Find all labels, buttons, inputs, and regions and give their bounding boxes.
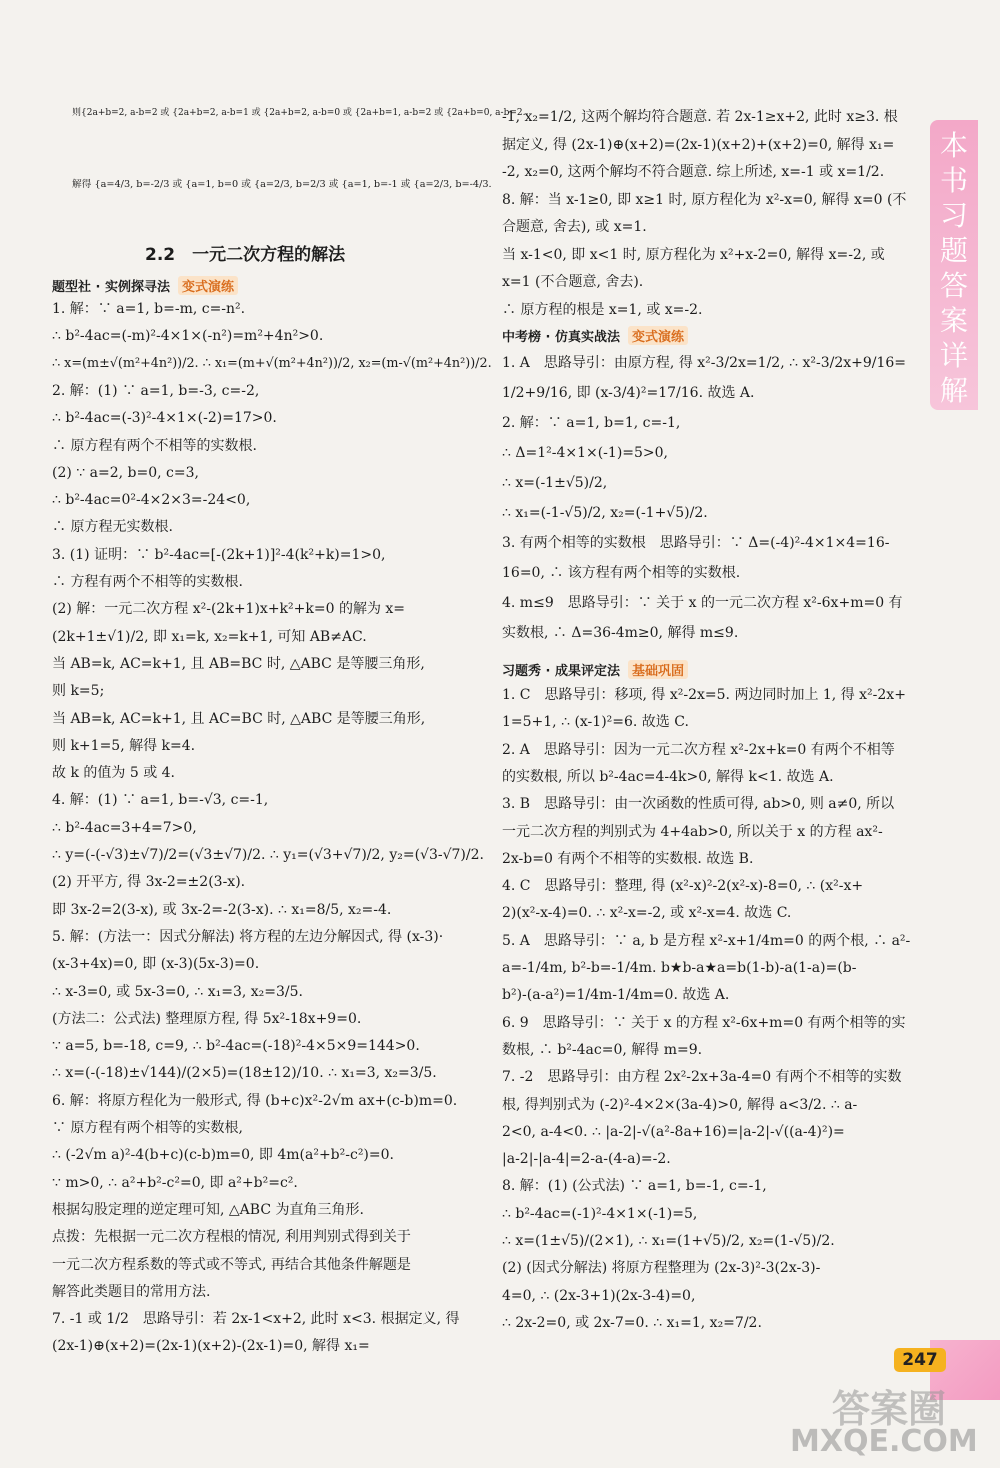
answer-line: 数根, ∴ b²-4ac=0, 解得 m=9.	[502, 1041, 703, 1058]
answer-line: 解答此类题目的常用方法.	[52, 1283, 211, 1300]
answer-line: 合题意, 舍去), 或 x=1.	[502, 219, 647, 235]
answer-line: (x-3+4x)=0, 即 (x-3)(5x-3)=0.	[52, 956, 260, 973]
sub-heading	[52, 276, 238, 295]
answer-line: 2. 解：(1) ∵ a=1, b=-3, c=-2,	[52, 382, 260, 399]
answer-line: 7. -1 或 1/2 思路导引：若 2x-1<x+2, 此时 x<3. 根据定义, 得	[52, 1311, 460, 1328]
answer-line: ∴ Δ=1²-4×1×(-1)=5>0,	[502, 445, 669, 461]
answer-line: -2, x₂=0, 这两个解均不符合题意. 综上所述, x=-1 或 x=1/2.	[502, 164, 885, 180]
answer-line: 3. (1) 证明：∵ b²-4ac=[-(2k+1)]²-4(k²+k)=1>0,	[52, 546, 386, 563]
answer-line: 2<0, a-4<0. ∴ |a-2|-√(a²-8a+16)=|a-2|-√((a-4)²)=	[502, 1123, 845, 1140]
answer-line: 当 AB=k, AC=k+1, 且 AB=BC 时, △ABC 是等腰三角形,	[52, 655, 425, 672]
watermark-logo: 答案圈	[832, 1387, 947, 1431]
answer-line: 2. 解：∵ a=1, b=1, c=-1,	[502, 415, 681, 431]
answer-line: ∴ 方程有两个不相等的实数根.	[52, 574, 243, 590]
answer-line: 则 k=5;	[52, 683, 105, 700]
answer-line: 3. B 思路导引：由一次函数的性质可得, ab>0, 则 a≠0, 所以	[502, 796, 895, 813]
answer-line: 1=5+1, ∴ (x-1)²=6. 故选 C.	[502, 714, 689, 731]
answer-line: ∴ b²-4ac=0²-4×2×3=-24<0,	[52, 492, 251, 509]
answer-line: 4=0, ∴ (2x-3+1)(2x-3-4)=0,	[502, 1287, 696, 1304]
answer-line: ∴ 2x-2=0, 或 2x-7=0. ∴ x₁=1, x₂=7/2.	[502, 1314, 762, 1331]
answer-line: 一元二次方程的判别式为 4+4ab>0, 所以关于 x 的方程 ax²-	[502, 823, 883, 840]
answer-line: x=1 (不合题意, 舍去).	[502, 274, 644, 290]
answer-line: 一元二次方程系数的等式或不等式, 再结合其他条件解题是	[52, 1256, 411, 1273]
answer-line: 16=0, ∴ 该方程有两个相等的实数根.	[502, 565, 741, 581]
answer-line: 5. 解：(方法一：因式分解法) 将方程的左边分解因式, 得 (x-3)·	[52, 928, 444, 945]
answer-line: b²)-(a-a²)=1/4m-1/4m=0. 故选 A.	[502, 987, 730, 1004]
answer-line: ∵ 原方程有两个相等的实数根,	[52, 1120, 243, 1136]
answer-line: 则 k+1=5, 解得 k=4.	[52, 737, 196, 754]
answer-line: ∴ y=(-(-√3)±√7)/2=(√3±√7)/2. ∴ y₁=(√3+√7)/2, y₂=(√3-√7)/2.	[52, 847, 484, 863]
watermark-url: MXQE.COM	[790, 1424, 978, 1459]
answer-line: 6. 9 思路导引：∵ 关于 x 的方程 x²-6x+m=0 有两个相等的实	[502, 1014, 906, 1031]
sub-heading	[502, 326, 688, 345]
answer-line: (2k+1±√1)/2, 即 x₁=k, x₂=k+1, 可知 AB≠AC.	[52, 628, 367, 645]
sub-heading-text: 习题秀 · 成果评定法	[502, 664, 620, 679]
answer-line: (2) 解：一元二次方程 x²-(2k+1)x+k²+k=0 的解为 x=	[52, 601, 406, 618]
answer-line: 1. C 思路导引：移项, 得 x²-2x=5. 两边同时加上 1, 得 x²-2x+	[502, 687, 906, 703]
answer-line: ∴ x=(-(-18)±√144)/(2×5)=(18±12)/10. ∴ x₁=3, x₂=3/5.	[52, 1065, 437, 1082]
answer-line: (方法二：公式法) 整理原方程, 得 5x²-18x+9=0.	[52, 1010, 362, 1027]
sub-heading-text: 题型社 · 实例探寻法	[52, 280, 170, 295]
sub-heading-tag: 变式演练	[628, 326, 688, 345]
answer-line: 5. A 思路导引：∵ a, b 是方程 x²-x+1/4m=0 的两个根, ∴ a²-	[502, 932, 911, 949]
answer-line: 4. C 思路导引：整理, 得 (x²-x)²-2(x²-x)-8=0, ∴ (x²-x+	[502, 878, 864, 895]
answer-line: 即 3x-2=2(3-x), 或 3x-2=-2(3-x). ∴ x₁=8/5, x₂=-4.	[52, 901, 392, 918]
answer-line: ∴ (-2√m a)²-4(b+c)(c-b)m=0, 即 4m(a²+b²-c²)=0.	[52, 1147, 394, 1164]
answer-line: 当 AB=k, AC=k+1, 且 AC=BC 时, △ABC 是等腰三角形,	[52, 710, 426, 727]
sidebar-title: 本书习题答案详解	[939, 129, 968, 407]
answer-line: ∵ m>0, ∴ a²+b²-c²=0, 即 a²+b²=c².	[52, 1174, 298, 1191]
sub-heading-tag: 基础巩固	[628, 660, 688, 679]
answer-line: ∴ x=(m±√(m²+4n²))/2. ∴ x₁=(m+√(m²+4n²))/2, x₂=(m-√(m²+4n²))/2.	[52, 355, 492, 371]
answer-line: a=-1/4m, b²-b=-1/4m. b★b-a★a=b(1-b)-a(1-a)=(b-	[502, 960, 857, 976]
answer-line: 1. 解：∵ a=1, b=-m, c=-n².	[52, 301, 246, 317]
answer-line: ∴ x=(-1±√5)/2,	[502, 475, 608, 491]
answer-line: -1, x₂=1/2, 这两个解均符合题意. 若 2x-1≥x+2, 此时 x≥3. 根	[502, 109, 898, 125]
answer-line: |a-2|-|a-4|=2-a-(4-a)=-2.	[502, 1151, 671, 1168]
answer-line: ∴ x₁=(-1-√5)/2, x₂=(-1+√5)/2.	[502, 505, 708, 521]
answer-line: 2)(x²-x-4)=0. ∴ x²-x=-2, 或 x²-x=4. 故选 C.	[502, 905, 792, 922]
answer-line: ∴ x=(1±√5)/(2×1), ∴ x₁=(1+√5)/2, x₂=(1-√5)/2.	[502, 1233, 835, 1249]
answer-line: 1. A 思路导引：由原方程, 得 x²-3/2x=1/2, ∴ x²-3/2x+9/16=	[502, 355, 907, 371]
page-number: 247	[894, 1348, 946, 1372]
answer-line: 3. 有两个相等的实数根 思路导引：∵ Δ=(-4)²-4×1×4=16-	[502, 535, 890, 551]
answer-line: (2) ∵ a=2, b=0, c=3,	[52, 464, 199, 481]
answer-line: ∴ x-3=0, 或 5x-3=0, ∴ x₁=3, x₂=3/5.	[52, 983, 303, 1000]
answer-line: 8. 解：当 x-1≥0, 即 x≥1 时, 原方程化为 x²-x=0, 解得 x=0 (不	[502, 191, 907, 208]
column-divider	[495, 100, 496, 1350]
answer-line: 2. A 思路导引：因为一元二次方程 x²-2x+k=0 有两个不相等	[502, 741, 895, 758]
answer-line: 故 k 的值为 5 或 4.	[52, 765, 175, 782]
answer-line: ∴ b²-4ac=(-1)²-4×1×(-1)=5,	[502, 1205, 698, 1222]
answer-line: ∴ b²-4ac=(-m)²-4×1×(-n²)=m²+4n²>0.	[52, 328, 324, 345]
answer-line: 据定义, 得 (2x-1)⊕(x+2)=(2x-1)(x+2)+(x+2)=0, 解得 x₁=	[502, 136, 895, 153]
answer-line: ∴ 原方程无实数根.	[52, 519, 173, 536]
answer-line: 6. 解：将原方程化为一般形式, 得 (b+c)x²-2√m ax+(c-b)m=0.	[52, 1092, 458, 1109]
header-line: 解得 {a=4/3, b=-2/3 或 {a=1, b=0 或 {a=2/3, b=2/3 或 {a=1, b=-1 或 {a=2/3, b=-4/3.	[72, 179, 492, 190]
answer-line: 当 x-1<0, 即 x<1 时, 原方程化为 x²+x-2=0, 解得 x=-2, 或	[502, 246, 885, 263]
answer-line: 点拨：先根据一元二次方程根的情况, 利用判别式得到关于	[52, 1229, 411, 1246]
answer-line: 2x-b=0 有两个不相等的实数根. 故选 B.	[502, 850, 754, 867]
sub-heading	[502, 660, 688, 679]
answer-line: (2) (因式分解法) 将原方程整理为 (2x-3)²-3(2x-3)-	[502, 1260, 821, 1277]
answer-line: ∴ b²-4ac=3+4=7>0,	[52, 819, 197, 836]
answer-line: 的实数根, 所以 b²-4ac=4-4k>0, 解得 k<1. 故选 A.	[502, 768, 834, 785]
answer-line: ∴ 原方程有两个不相等的实数根.	[52, 437, 257, 454]
answer-line: 1/2+9/16, 即 (x-3/4)²=17/16. 故选 A.	[502, 385, 755, 401]
answer-line: (2) 开平方, 得 3x-2=±2(3-x).	[52, 874, 246, 891]
answer-line: ∵ a=5, b=-18, c=9, ∴ b²-4ac=(-18)²-4×5×9=144>0.	[52, 1038, 420, 1055]
answer-line: 根据勾股定理的逆定理可知, △ABC 为直角三角形.	[52, 1201, 364, 1218]
sub-heading-tag: 变式演练	[178, 276, 238, 295]
sub-heading-text: 中考榜 · 仿真实战法	[502, 330, 620, 345]
answer-line: 7. -2 思路导引：由方程 2x²-2x+3a-4=0 有两个不相等的实数	[502, 1069, 902, 1086]
answer-line: 8. 解：(1) (公式法) ∵ a=1, b=-1, c=-1,	[502, 1178, 767, 1195]
answer-line: ∴ 原方程的根是 x=1, 或 x=-2.	[502, 301, 703, 318]
answer-line: 根, 得判别式为 (-2)²-4×2×(3a-4)>0, 解得 a<3/2. ∴ a-	[502, 1096, 858, 1113]
answer-line: (2x-1)⊕(x+2)=(2x-1)(x+2)-(2x-1)=0, 解得 x₁=	[52, 1338, 370, 1355]
answer-line: ∴ b²-4ac=(-3)²-4×1×(-2)=17>0.	[52, 410, 277, 427]
answer-line: 实数根, ∴ Δ=36-4m≥0, 解得 m≤9.	[502, 625, 739, 641]
header-line: 则{2a+b=2, a-b=2 或 {2a+b=2, a-b=1 或 {2a+b=2, a-b=0 或 {2a+b=1, a-b=2 或 {2a+b=0, a-b=2.	[72, 108, 526, 118]
answer-line: 4. 解：(1) ∵ a=1, b=-√3, c=-1,	[52, 792, 269, 809]
answer-line: 4. m≤9 思路导引：∵ 关于 x 的一元二次方程 x²-6x+m=0 有	[502, 595, 903, 611]
section-title: 2.2 一元二次方程的解法	[145, 245, 346, 265]
